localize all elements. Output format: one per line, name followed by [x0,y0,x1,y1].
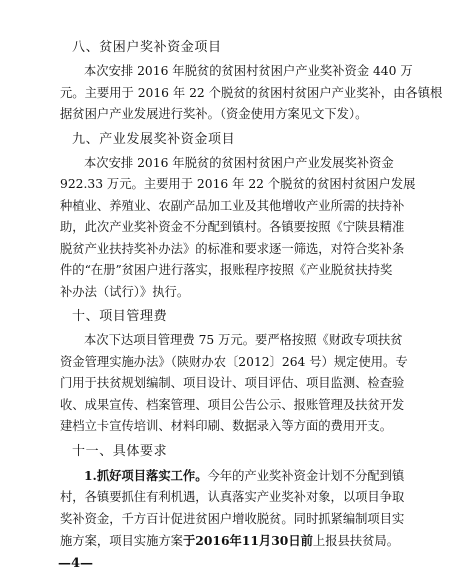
section-heading-11: 十一、具体要求 [72,443,168,459]
requirement-text: 施方案，项目实施方案 [60,534,183,548]
deadline-text: 于2016年11月30日前 [182,533,313,548]
section-paragraph-9 [60,153,430,304]
paragraph-line: 种植业、养殖业、农副产品加工业及其他增收产业所需的扶持补 [60,198,405,213]
paragraph-line: 本次安排 2016 年脱贫的贫困村贫困户产业发展奖补资金 [84,155,394,170]
section-paragraph-10 [60,330,430,438]
section-paragraph-8 [60,61,443,126]
paragraph-line: 本次安排 2016 年脱贫的贫困村贫困户产业奖补资金 440 万 [84,64,413,78]
requirement-text: 上报县扶贫局。 [312,534,400,548]
section-heading-10: 十、项目管理费 [72,309,168,324]
paragraph-line: 922.33 万元。主要用于 2016 年 22 个脱贫的贫困村贫困户发展 [60,177,416,191]
paragraph-line: 村，各镇要抓住有利机遇，认真落实产业奖补对象，以项目争取 [60,490,405,504]
paragraph-line: 件的“在册”贫困户进行落实，报账程序按照《产业脱贫扶持奖 [60,263,393,277]
paragraph-line: 门用于扶贫规划编制、项目设计、项目评估、项目监测、检查验 [60,376,405,390]
paragraph-line [60,465,430,488]
requirement-text: 今年的产业奖补资金计划不分配到镇 [207,468,405,483]
paragraph-line: 据贫困户产业发展进行奖补。（资金使用方案见文下发）。 [60,107,368,121]
document-body [60,38,443,557]
paragraph-line: 元。主要用于 2016 年 22 个脱贫的贫困村贫困户产业奖补，由各镇根 [60,85,443,100]
paragraph-line: 脱贫产业扶持奖补办法》的标准和要求逐一筛选，对符合奖补条 [60,241,405,256]
paragraph-line: 资金管理实施办法》（陕财办农〔2012〕264 号）规定使用。专 [60,354,408,369]
paragraph-line: 奖补资金，千方百计促进贫困户增收脱贫。同时抓紧编制项目实 [60,511,405,526]
section-heading-9: 九、产业发展奖补资金项目 [72,131,236,147]
paragraph-line: 本次下达项目管理费 75 万元。要严格按照《财政专项扶贫 [84,333,403,347]
section-heading-8: 八、贫困户奖补资金项目 [72,40,222,55]
paragraph-line [60,530,430,553]
page-number: —4— [58,556,94,571]
paragraph-line: 建档立卡宣传培训、材料印刷、数据录入等方面的费用开支。 [60,419,393,433]
paragraph-line: 补办法（试行）》执行。 [60,284,190,299]
section-paragraph-11 [60,465,430,553]
requirement-title: 1.抓好项目落实工作。 [84,467,208,483]
paragraph-line: 收、成果宣传、档案管理、项目公告公示、报账管理及扶贫开发 [60,397,405,412]
paragraph-line: 助，此次产业奖补资金不分配到镇村。各镇要按照《宁陕县精准 [60,220,405,234]
